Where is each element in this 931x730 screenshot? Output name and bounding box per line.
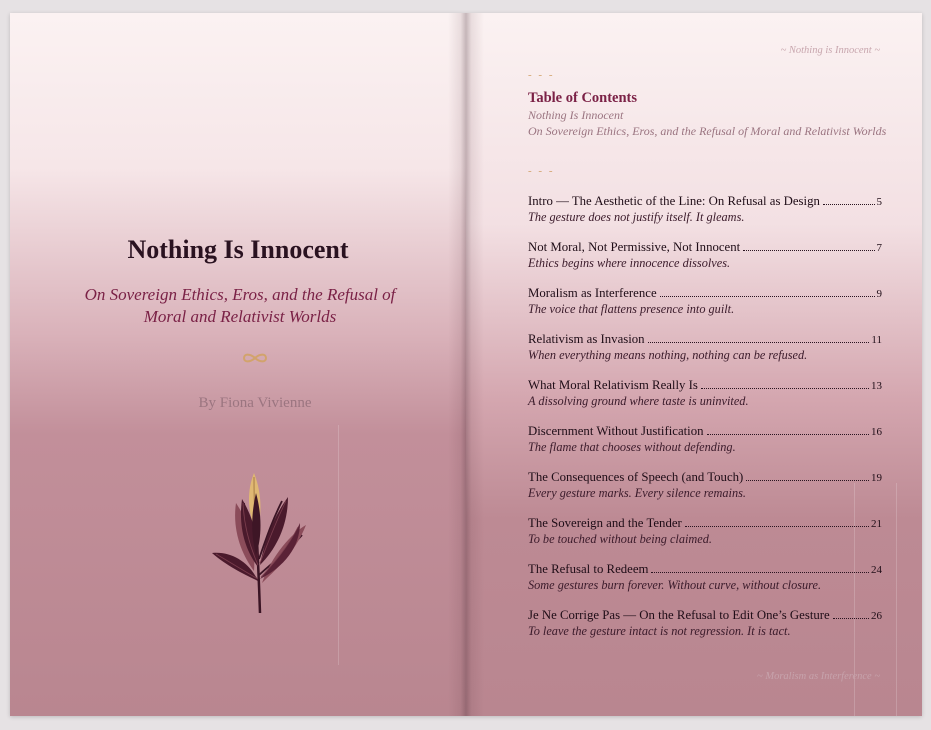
toc-leader-dots xyxy=(823,204,875,205)
page-guide-line xyxy=(896,483,897,716)
toc-entry-title: Intro — The Aesthetic of the Line: On Refusal as Design xyxy=(528,194,820,208)
toc-entry-title: Relativism as Invasion xyxy=(528,332,645,346)
toc-entry-title: The Sovereign and the Tender xyxy=(528,516,682,530)
toc-entry[interactable] xyxy=(528,424,882,470)
toc-leader-dots xyxy=(833,618,869,619)
toc-entry[interactable] xyxy=(528,608,882,654)
toc-entry[interactable] xyxy=(528,286,882,332)
toc-entry-note: When everything means nothing, nothing can be refused. xyxy=(528,348,808,362)
toc-entry-title: Je Ne Corrige Pas — On the Refusal to Edit One’s Gesture xyxy=(528,608,830,622)
toc-entry-note: Every gesture marks. Every silence remains. xyxy=(528,486,746,500)
running-foot: ~ Moralism as Interference ~ xyxy=(757,671,880,682)
divider-dashes: - - - xyxy=(528,69,555,81)
toc-entry-title: The Consequences of Speech (and Touch) xyxy=(528,470,744,484)
toc-entry-title: Discernment Without Justification xyxy=(528,424,704,438)
toc-entry-note: The gesture does not justify itself. It gleams. xyxy=(528,210,745,224)
toc-header xyxy=(528,90,888,139)
toc-entry-note: A dissolving ground where taste is uninvited. xyxy=(528,394,749,408)
toc-entry[interactable] xyxy=(528,378,882,424)
toc-entry-page: 19 xyxy=(871,472,882,484)
toc-entry-page: 11 xyxy=(871,334,882,346)
leaf-sprig-icon xyxy=(202,463,312,615)
toc-entry-title: The Refusal to Redeem xyxy=(528,562,649,576)
toc-leader-dots xyxy=(648,342,870,343)
toc-leader-dots xyxy=(685,526,869,527)
toc-entry-title: Not Moral, Not Permissive, Not Innocent xyxy=(528,240,741,254)
toc-entry[interactable] xyxy=(528,470,882,516)
toc-leader-dots xyxy=(660,296,875,297)
toc-entry[interactable] xyxy=(528,516,882,562)
toc-title: Table of Contents xyxy=(528,90,638,106)
toc-leader-dots xyxy=(707,434,869,435)
toc-entry[interactable] xyxy=(528,562,882,608)
toc-entry-page: 5 xyxy=(876,196,882,208)
toc-entry-note: The flame that chooses without defending. xyxy=(528,440,736,454)
toc-book-title: Nothing Is Innocent xyxy=(528,108,624,122)
toc-entry-page: 24 xyxy=(871,564,882,576)
toc-list xyxy=(528,194,882,654)
title-page xyxy=(10,13,466,716)
book-author: By Fiona Vivienne xyxy=(198,395,312,411)
toc-leader-dots xyxy=(701,388,869,389)
toc-entry[interactable] xyxy=(528,194,882,240)
toc-entry-page: 16 xyxy=(871,426,882,438)
toc-entry-note: To be touched without being claimed. xyxy=(528,532,712,546)
toc-entry-note: To leave the gesture intact is not regression. It is tact. xyxy=(528,624,791,638)
book-title: Nothing Is Innocent xyxy=(127,235,349,264)
toc-entry-page: 7 xyxy=(876,242,882,254)
toc-entry-page: 9 xyxy=(876,288,882,300)
toc-leader-dots xyxy=(743,250,874,251)
page-guide-line xyxy=(338,425,339,665)
infinity-flourish-icon xyxy=(241,352,269,364)
toc-entry-page: 21 xyxy=(871,518,882,530)
toc-entry-page: 13 xyxy=(871,380,882,392)
toc-leader-dots xyxy=(746,480,869,481)
running-head: ~ Nothing is Innocent ~ xyxy=(780,45,880,56)
toc-entry-note: Ethics begins where innocence dissolves. xyxy=(528,256,731,270)
open-book xyxy=(10,13,922,716)
toc-entry[interactable] xyxy=(528,332,882,378)
toc-entry-note: Some gestures burn forever. Without curve, without closure. xyxy=(528,578,822,592)
toc-entry-title: Moralism as Interference xyxy=(528,286,657,300)
divider-dashes: - - - xyxy=(528,165,555,177)
toc-entry-page: 26 xyxy=(871,610,882,622)
toc-entry-title: What Moral Relativism Really Is xyxy=(528,378,698,392)
toc-entry[interactable] xyxy=(528,240,882,286)
toc-book-subtitle: On Sovereign Ethics, Eros, and the Refusal of Moral and Relativist Worlds xyxy=(528,124,887,138)
toc-leader-dots xyxy=(651,572,869,573)
toc-entry-note: The voice that flattens presence into guilt. xyxy=(528,302,735,316)
book-gutter xyxy=(448,13,484,716)
contents-page xyxy=(466,13,922,716)
book-subtitle: On Sovereign Ethics, Eros, and the Refusal of Moral and Relativist Worlds xyxy=(84,285,396,326)
